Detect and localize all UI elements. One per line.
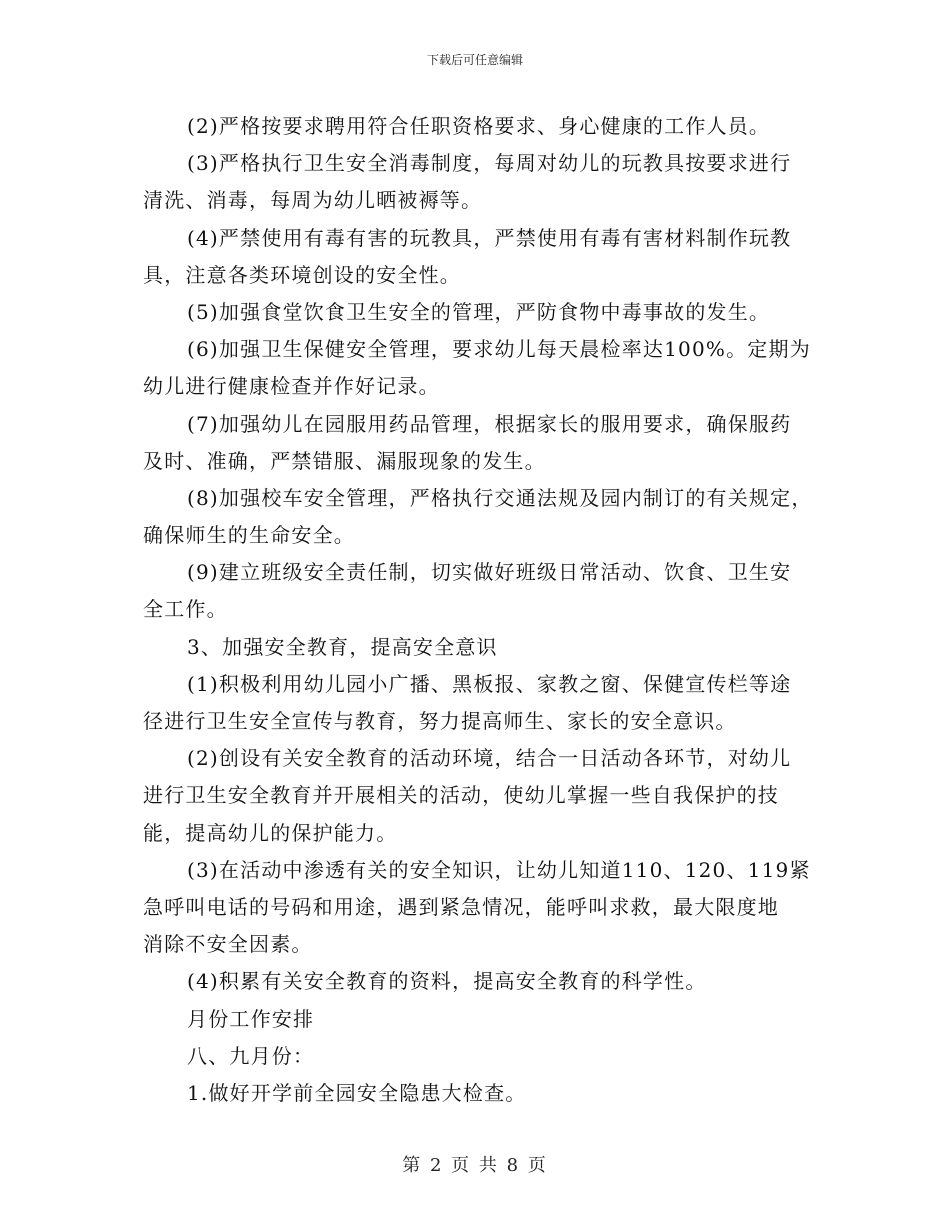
- text-line: (7)加强幼儿在园服用药品管理，根据家长的服用要求，确保服药: [187, 411, 792, 436]
- text-line: 1.做好开学前全园安全隐患大检查。: [187, 1080, 527, 1105]
- text-line: (2)创设有关安全教育的活动环境，结合一日活动各环节，对幼儿: [187, 746, 792, 771]
- text-line: (2)严格按要求聘用符合任职资格要求、身心健康的工作人员。: [187, 114, 771, 138]
- page-footer: 第 2 页 共 8 页: [402, 1155, 548, 1176]
- text-line: 月份工作安排: [187, 1006, 315, 1031]
- text-line: (4)严禁使用有毒有害的玩教具，严禁使用有毒有害材料制作玩教: [187, 225, 792, 250]
- text-line: 3、加强安全教育，提高安全意识: [187, 634, 498, 659]
- page-header: 下载后可任意编辑: [426, 53, 523, 67]
- text-line: (1)积极利用幼儿园小广播、黑板报、家教之窗、保健宣传栏等途: [187, 671, 792, 696]
- text-line: 能，提高幼儿的保护能力。: [143, 820, 398, 845]
- text-line: 八、九月份：: [187, 1043, 315, 1068]
- text-line: 进行卫生安全教育并开展相关的活动，使幼儿掌握一些自我保护的技: [143, 783, 779, 808]
- text-line: 消除不安全因素。: [143, 932, 313, 957]
- text-line: (3)在活动中渗透有关的安全知识，让幼儿知道110、120、119紧: [187, 857, 811, 882]
- text-line: 幼儿进行健康检查并作好记录。: [143, 374, 440, 399]
- text-line: 及时、准确，严禁错服、漏服现象的发生。: [143, 448, 546, 473]
- text-line: 径进行卫生安全宣传与教育，努力提高师生、家长的安全意识。: [143, 709, 737, 733]
- text-line: 确保师生的生命安全。: [143, 523, 355, 548]
- text-line: (8)加强校车安全管理，严格执行交通法规及园内制订的有关规定，: [187, 485, 813, 510]
- text-line: (4)积累有关安全教育的资料，提高安全教育的科学性。: [187, 969, 707, 994]
- text-line: (6)加强卫生保健安全管理，要求幼儿每天晨检率达100%。定期为: [187, 337, 811, 362]
- text-line: (5)加强食堂饮食卫生安全的管理，严防食物中毒事故的发生。: [187, 299, 771, 324]
- text-line: 具，注意各类环境创设的安全性。: [143, 262, 461, 287]
- document-body: [143, 108, 811, 1112]
- text-line: (9)建立班级安全责任制，切实做好班级日常活动、饮食、卫生安: [187, 560, 792, 585]
- text-line: (3)严格执行卫生安全消毒制度，每周对幼儿的玩教具按要求进行: [187, 151, 792, 176]
- text-line: 急呼叫电话的号码和用途，遇到紧急情况，能呼叫求救，最大限度地: [143, 894, 779, 919]
- text-line: 全工作。: [143, 597, 228, 622]
- text-line: 清洗、消毒，每周为幼儿晒被褥等。: [143, 188, 483, 213]
